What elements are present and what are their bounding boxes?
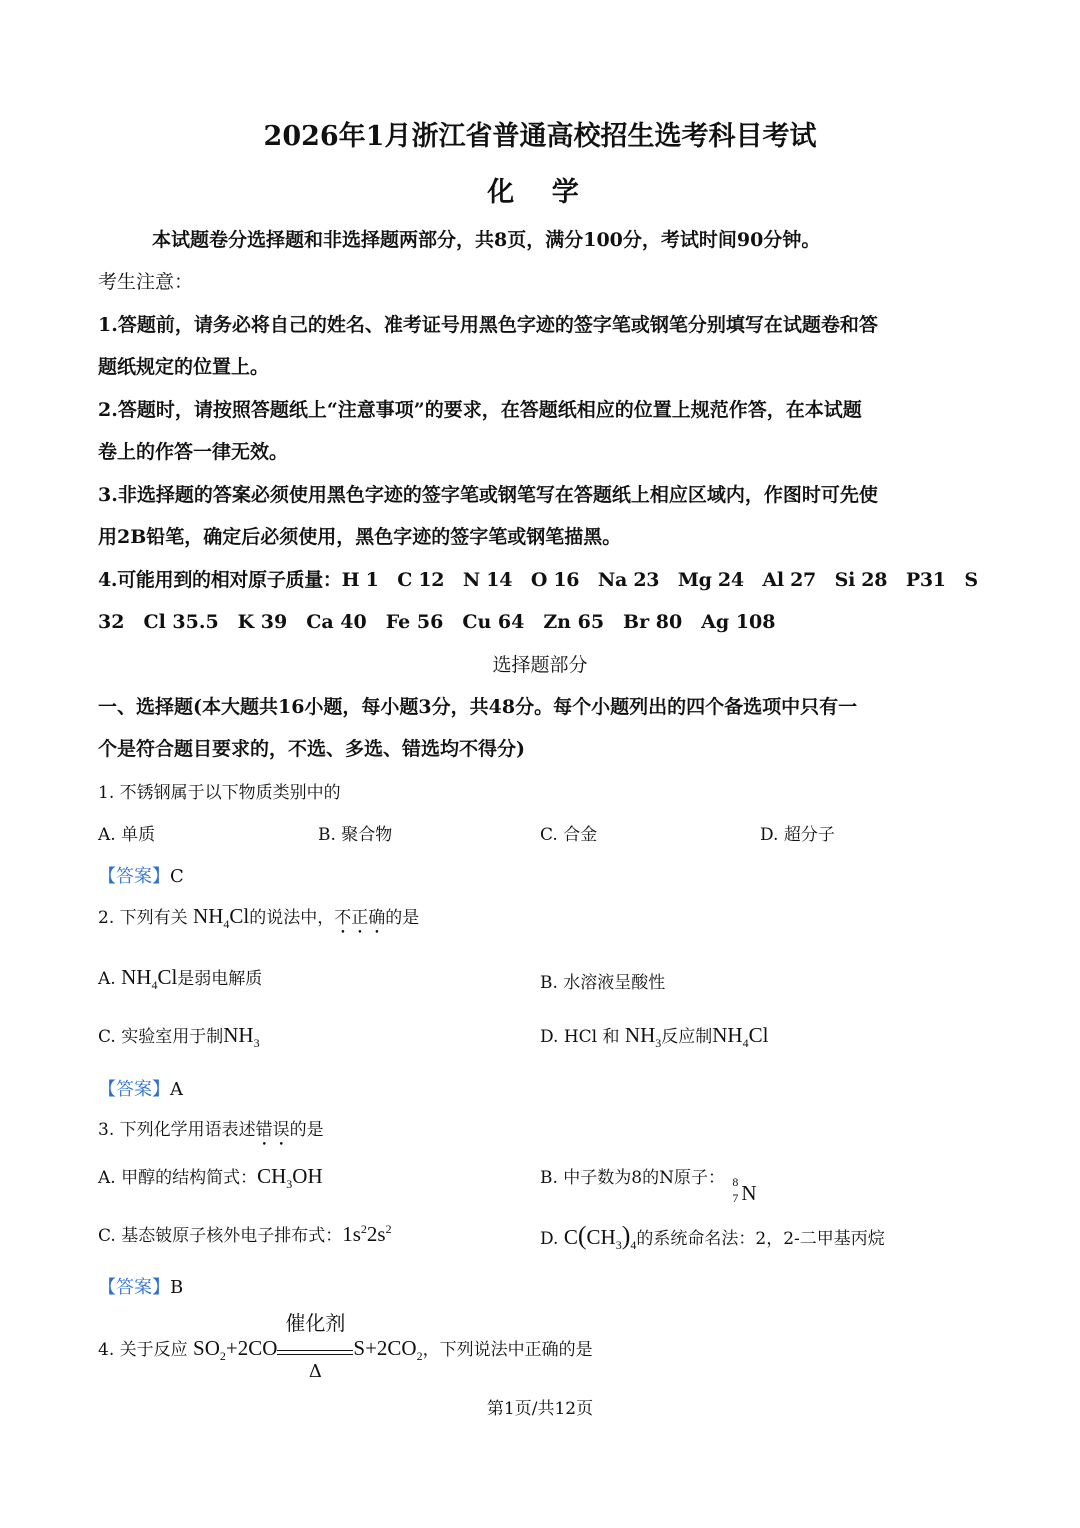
q2-option-a-prefix: A.	[98, 969, 116, 989]
q1-answer	[98, 862, 184, 888]
q2-answer	[98, 1075, 183, 1101]
q2-option-d-prefix: D. HCl 和	[540, 1027, 620, 1047]
answer-label: 【答案】	[98, 1079, 170, 1100]
q2-stem-suffix: 的是	[385, 908, 420, 928]
answer-label: 【答案】	[98, 1277, 170, 1298]
formula-c-ch3-4: $C(CH_3)_4$	[563, 1221, 637, 1253]
q3-stem-suffix: 的是	[289, 1120, 324, 1140]
q2-option-c-text: C. 实验室用于制	[98, 1027, 224, 1047]
q2-option-b: B. 水溶液呈酸性	[540, 973, 666, 993]
page-footer: 第1页/共12页	[486, 1399, 594, 1419]
notice-item-4: 4.可能用到的相对原子质量：H 1 C 12 N 14 O 16 Na 23 Mg 24 Al 27 Si 28 P31 S	[98, 569, 978, 591]
page-subtitle: 化 学	[487, 177, 593, 208]
q1-option-a: A. 单质	[98, 825, 156, 845]
q2-option-d-mid: 反应制	[661, 1027, 713, 1047]
formula-nh4cl: $NH_4Cl$	[193, 904, 250, 932]
q3-option-d-suffix: 的系统命名法：2，2-二甲基丙烷	[636, 1229, 885, 1249]
q2-option-a-suffix: 是弱电解质	[177, 969, 263, 989]
reaction-catalyst: 催化剂	[285, 1310, 346, 1335]
q3-option-c-text: C. 基态铍原子核外电子排布式：	[98, 1226, 343, 1246]
formula-nh4cl: $NH_4Cl$	[121, 965, 178, 993]
section-instructions: 一、选择题(本大题共16小题，每小题3分，共48分。每个小题列出的四个备选项中只有一	[98, 696, 858, 718]
reactants: $SO_2+2CO$	[193, 1336, 278, 1364]
notice-item-2-cont: 卷上的作答一律无效。	[98, 441, 289, 463]
q1-option-c: C. 合金	[540, 825, 598, 845]
q3-option-b: B. 中子数为8的N原子： 8 7 N	[540, 1168, 757, 1205]
products: $S+2CO_2$	[353, 1336, 423, 1364]
q3-option-b-text: B. 中子数为8的N原子：	[540, 1168, 725, 1188]
q2-stem-emphasis: 不正确	[334, 908, 386, 928]
intro-text: 本试题卷分选择题和非选择题两部分，共8页，满分100分，考试时间90分钟。	[152, 229, 821, 251]
q2-option-d	[540, 1022, 768, 1051]
notice-item-1: 1.答题前，请务必将自己的姓名、准考证号用黑色字迹的签字笔或钢笔分别填写在试题卷和答	[98, 314, 878, 336]
notice-item-1-cont: 题纸规定的位置上。	[98, 356, 270, 378]
formula-nh4cl: $NH_4Cl$	[712, 1023, 769, 1051]
q3-stem-prefix: 3. 下列化学用语表述	[98, 1120, 256, 1140]
formula-ch3oh: $CH_3OH$	[257, 1164, 323, 1192]
section-instructions-cont: 个是符合题目要求的，不选、多选、错选均不得分)	[98, 738, 525, 760]
q3-stem-emphasis: 错误	[255, 1120, 290, 1140]
q3-option-a	[98, 1163, 323, 1192]
q1-option-b: B. 聚合物	[318, 825, 393, 845]
reaction-heat: Δ	[308, 1360, 322, 1382]
q1-stem: 1. 不锈钢属于以下物质类别中的	[98, 783, 341, 803]
q3-option-c	[98, 1221, 392, 1247]
notice-heading: 考生注意：	[98, 271, 194, 293]
q2-stem-prefix: 2. 下列有关	[98, 908, 188, 928]
q2-option-a	[98, 964, 262, 993]
answer-value: C	[170, 866, 184, 887]
q2-stem	[98, 903, 419, 938]
answer-value: B	[170, 1277, 184, 1298]
formula-nh3: $NH_3$	[223, 1023, 260, 1051]
page-title: 2026年1月浙江省普通高校招生选考科目考试	[263, 121, 817, 152]
answer-label: 【答案】	[98, 866, 170, 887]
q1-option-d: D. 超分子	[760, 825, 835, 845]
notice-item-2: 2.答题时，请按照答题纸上“注意事项”的要求，在答题纸相应的位置上规范作答，在本试题	[98, 399, 862, 421]
notice-item-3-cont: 用2B铅笔，确定后必须使用，黑色字迹的签字笔或钢笔描黑。	[98, 526, 622, 548]
notice-item-4-cont: 32 Cl 35.5 K 39 Ca 40 Fe 56 Cu 64 Zn 65 Br 80 Ag 108	[98, 611, 776, 633]
reaction-line-bottom	[277, 1354, 353, 1355]
reaction-arrow	[277, 1310, 353, 1382]
q3-option-a-text: A. 甲醇的结构简式：	[98, 1168, 258, 1188]
q2-stem-mid: 的说法中，	[249, 908, 335, 928]
q3-option-d	[540, 1221, 885, 1253]
q2-option-c	[98, 1022, 260, 1051]
q3-option-d-prefix: D.	[540, 1229, 559, 1249]
reaction-line-top	[277, 1350, 353, 1351]
q3-answer	[98, 1273, 183, 1299]
q4-stem	[98, 1310, 593, 1382]
electron-configuration: $1s^22s^2$	[342, 1222, 392, 1246]
notice-item-3: 3.非选择题的答案必须使用黑色字迹的签字笔或钢笔写在答题纸上相应区域内，作图时可先使	[98, 484, 878, 506]
q4-stem-prefix: 4. 关于反应	[98, 1340, 188, 1360]
answer-value: A	[170, 1079, 183, 1100]
formula-nh3: $NH_3$	[624, 1023, 662, 1051]
section-heading: 选择题部分	[492, 654, 588, 676]
q3-stem	[98, 1115, 324, 1150]
q4-stem-suffix: ，下列说法中正确的是	[422, 1340, 593, 1360]
